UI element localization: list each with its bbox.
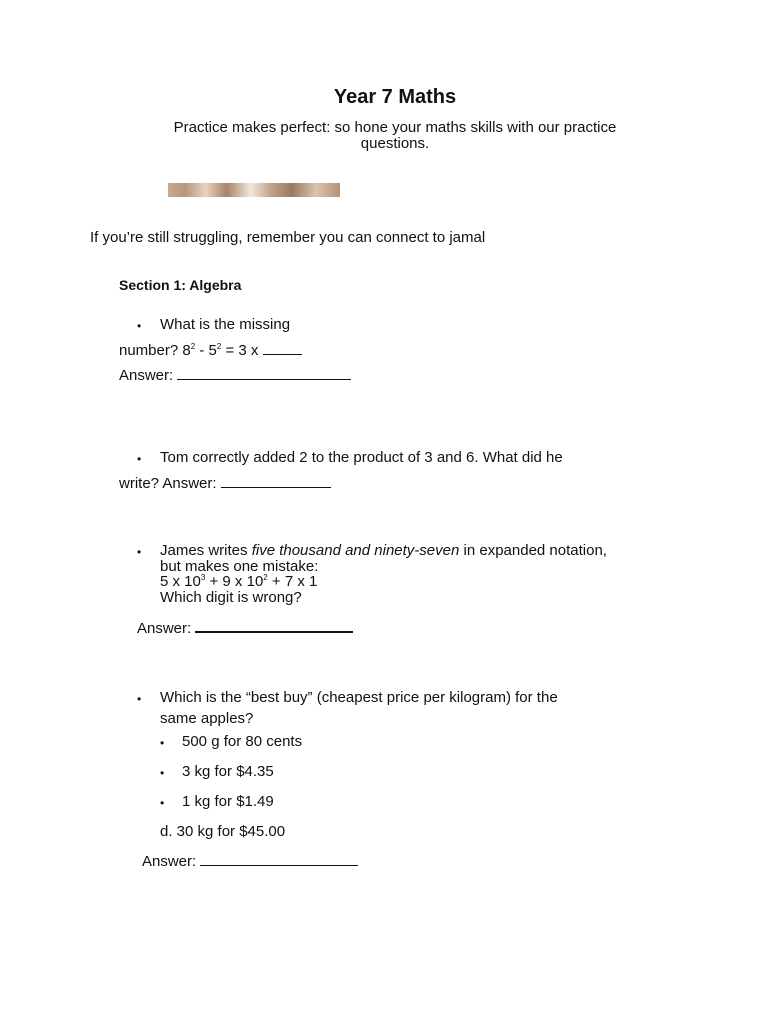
q1-answer-blank[interactable] — [177, 379, 351, 380]
section-heading: Section 1: Algebra — [119, 277, 242, 293]
intro-text: If you’re still struggling, remember you can connect to jamal — [90, 229, 486, 246]
q4-option: 1 kg for $1.49 — [182, 793, 274, 810]
q3-answer-blank[interactable] — [195, 631, 353, 633]
q3-expr-part-a: 5 x 10 — [160, 573, 201, 590]
bullet-icon: • — [137, 452, 142, 466]
q4-text: Which is the “best buy” (cheapest price per kilogram) for the — [160, 689, 558, 706]
q2-answer-blank[interactable] — [221, 487, 331, 488]
bullet-icon: • — [160, 766, 165, 780]
q4-option: 3 kg for $4.35 — [182, 763, 274, 780]
bullet-icon: • — [160, 736, 165, 750]
q2-answer-row — [119, 476, 331, 492]
q3-line2: but makes one mistake: — [160, 558, 319, 575]
bullet-icon: • — [137, 692, 142, 706]
q1-answer-row — [119, 368, 351, 384]
q3-text — [160, 543, 607, 559]
q1-equation-minus: - 5 — [195, 342, 217, 359]
q4-option-d: d. 30 kg for $45.00 — [160, 823, 286, 840]
bullet-icon: • — [137, 319, 142, 333]
q3-expression — [160, 574, 317, 590]
bullet-icon: • — [137, 545, 142, 559]
q3-expr-part-b: + 9 x 10 — [205, 573, 264, 590]
bullet-icon: • — [160, 796, 165, 810]
banner-image — [168, 183, 340, 197]
q1-answer-label: Answer: — [119, 367, 178, 384]
q3-line4: Which digit is wrong? — [160, 589, 302, 606]
q3-exponent-a: 3 — [200, 573, 206, 582]
q3-exponent-b: 2 — [263, 573, 268, 582]
q1-exponent-1: 2 — [190, 342, 196, 351]
q1-equation-start: number? 8 — [119, 342, 191, 359]
q3-answer-label: Answer: — [137, 620, 196, 637]
q1-missing-blank[interactable] — [263, 354, 302, 355]
page-title: Year 7 Maths — [333, 86, 457, 108]
q3-answer-row — [137, 621, 353, 637]
q1-equation-end: = 3 x — [221, 342, 263, 359]
q1-equation — [119, 343, 302, 359]
q1-text: What is the missing — [160, 316, 291, 333]
q3-text-italic: five thousand and ninety-seven — [251, 542, 460, 559]
q4-text-line2: same apples? — [160, 710, 254, 727]
q4-answer-label: Answer: — [142, 853, 201, 870]
q3-text-suffix: in expanded notation, — [459, 542, 607, 559]
q4-answer-row — [142, 854, 358, 870]
q3-expr-part-c: + 7 x 1 — [267, 573, 318, 590]
q3-text-prefix: James writes — [160, 542, 252, 559]
q1-exponent-2: 2 — [216, 342, 222, 351]
q4-answer-blank[interactable] — [200, 865, 358, 866]
q4-option: 500 g for 80 cents — [182, 733, 303, 750]
q2-text: Tom correctly added 2 to the product of 3 and 6. What did he — [160, 449, 563, 466]
page-subtitle: Practice makes perfect: so hone your maths skills with our practice questions. — [173, 119, 617, 152]
q2-answer-label: write? Answer: — [119, 475, 221, 492]
